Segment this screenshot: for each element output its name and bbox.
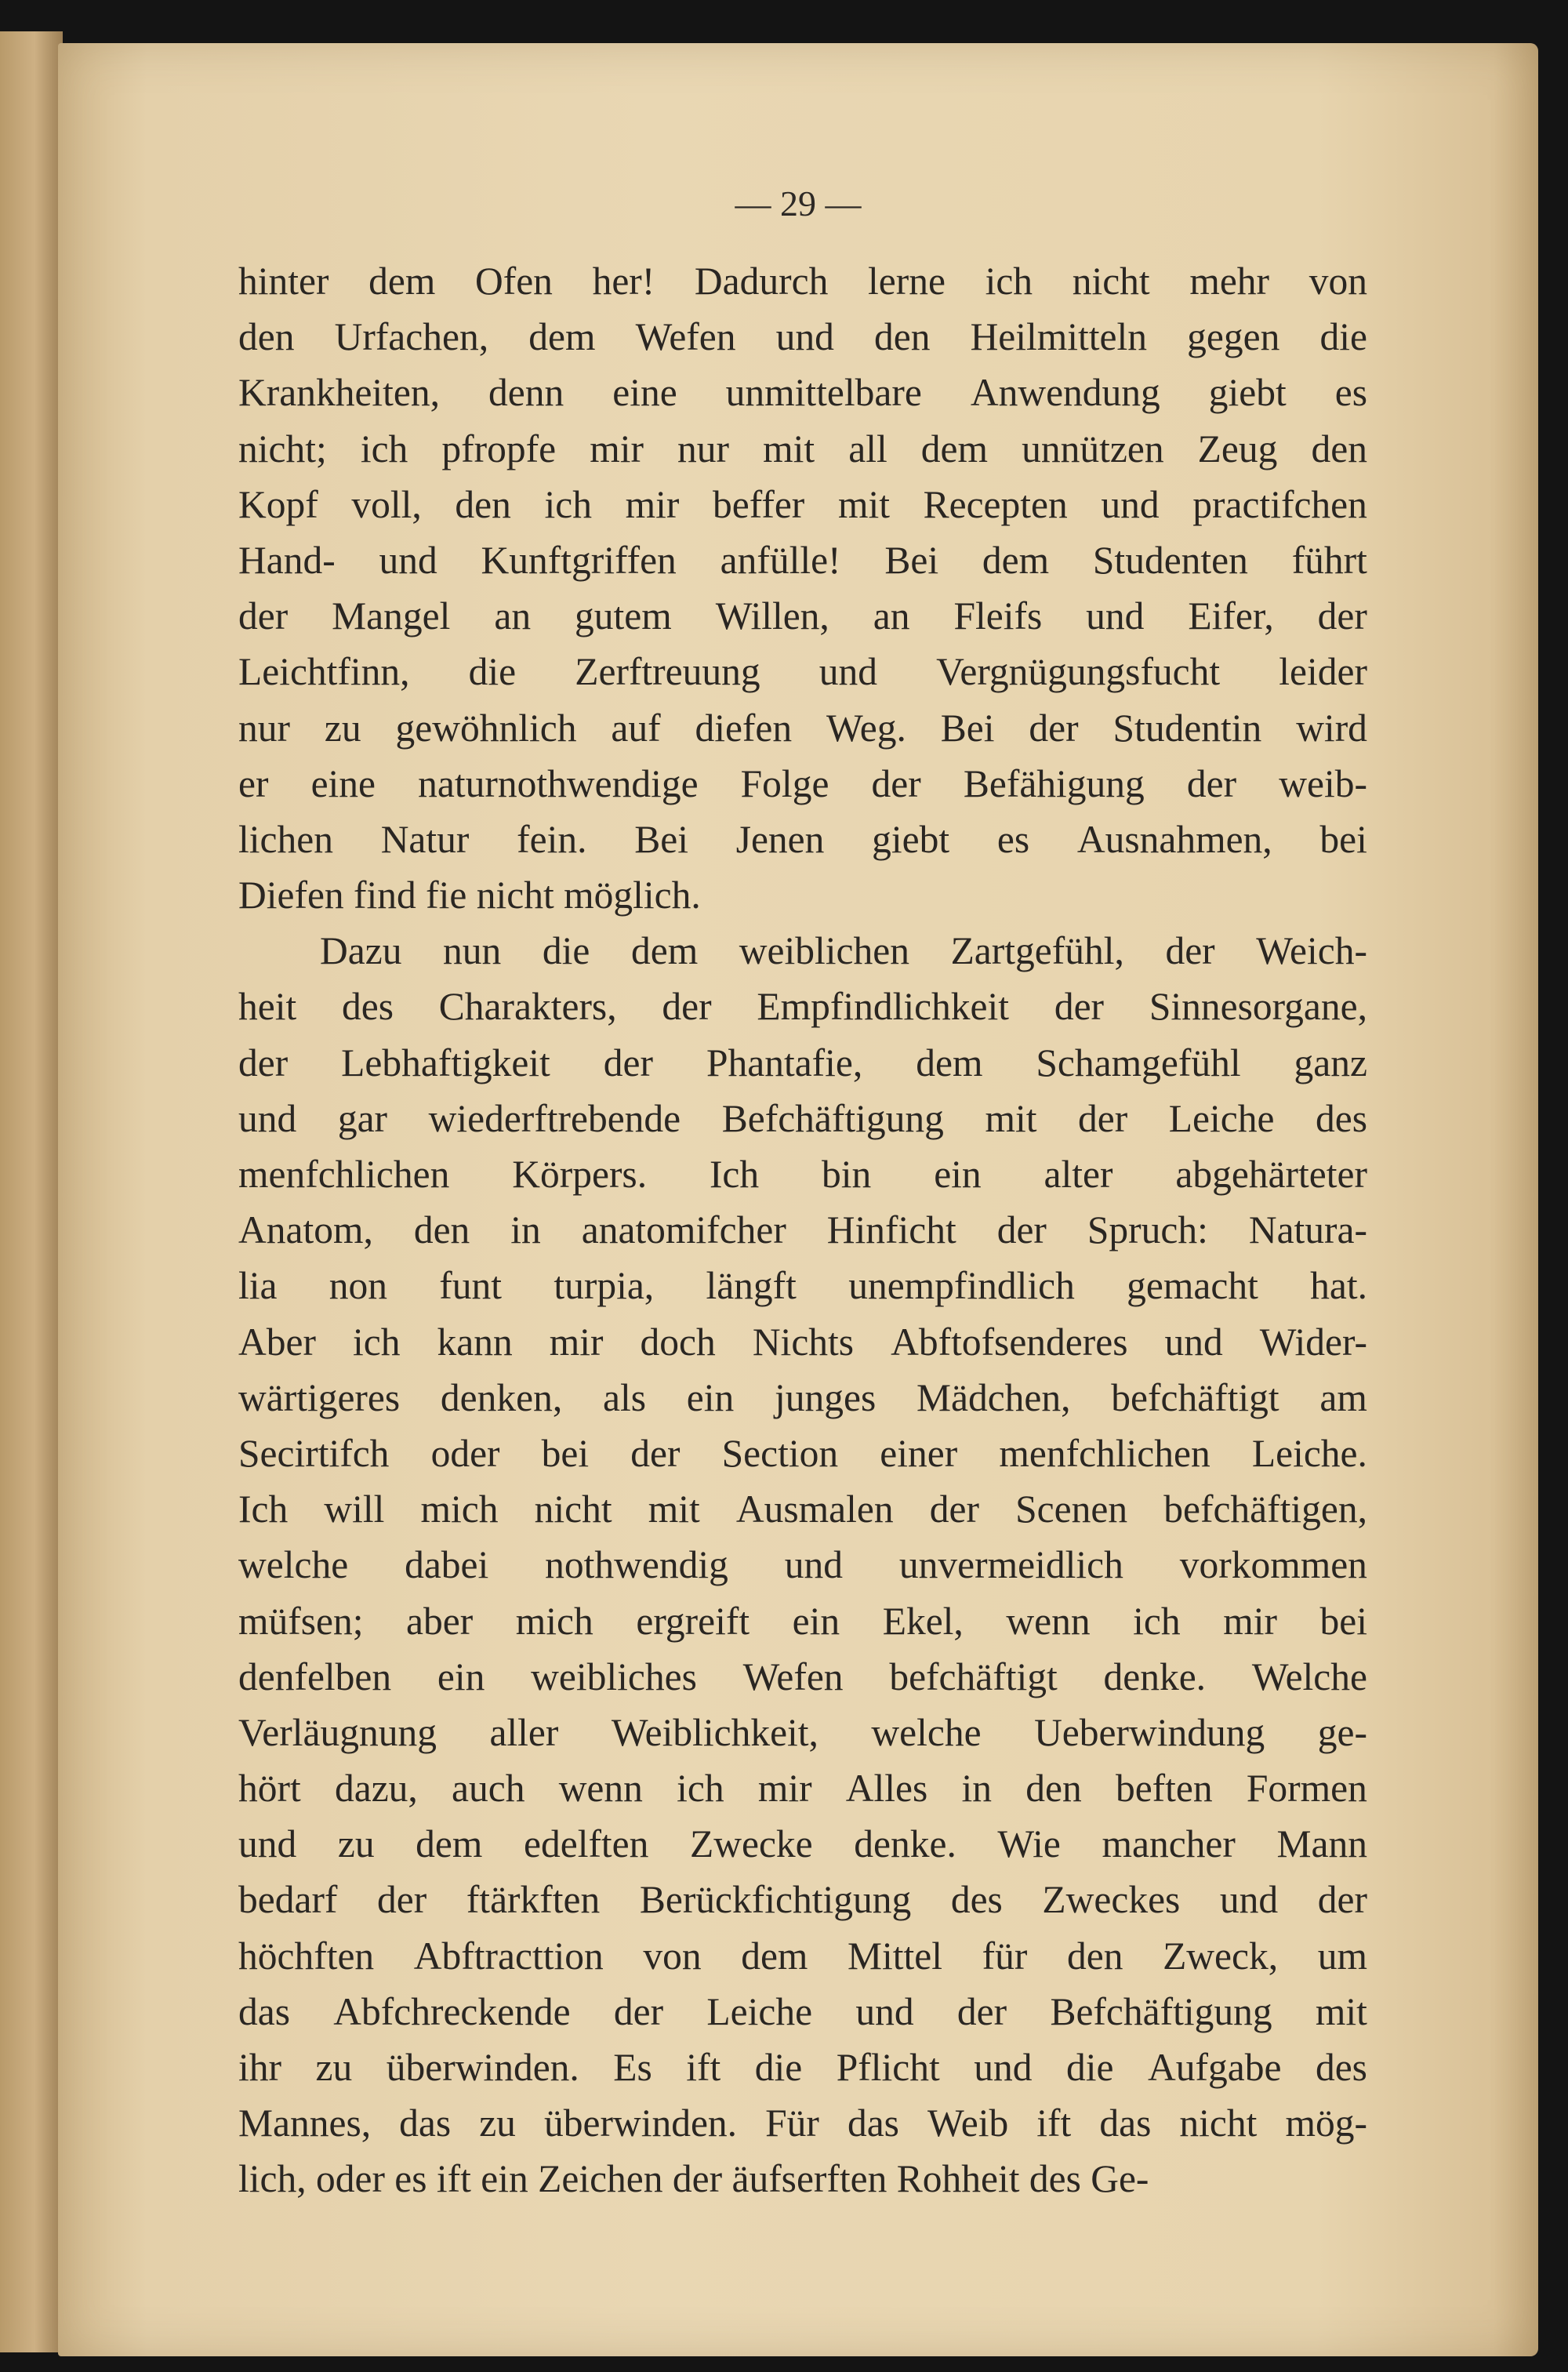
book-page: [58, 43, 1538, 2356]
text-line: denfelben ein weibliches Wefen befchäftigt denke. Welche: [238, 1655, 1367, 1698]
text-line: Mannes, das zu überwinden. Für das Weib ift das nicht mög-: [238, 2101, 1367, 2145]
previous-page-edge: [0, 31, 63, 2352]
text-line: welche dabei nothwendig und unvermeidlich vorkommen: [238, 1543, 1367, 1587]
text-line: das Abfchreckende der Leiche und der Befchäftigung mit: [238, 1989, 1367, 2033]
text-line: Dazu nun die dem weiblichen Zartgefühl, der Weich-: [320, 929, 1367, 973]
text-line: Ich will mich nicht mit Ausmalen der Scenen befchäftigen,: [238, 1487, 1367, 1531]
text-line: höchften Abftracttion von dem Mittel für den Zweck, um: [238, 1934, 1367, 1978]
text-line: Diefen find fie nicht möglich.: [238, 874, 701, 917]
text-line: Krankheiten, denn eine unmittelbare Anwendung giebt es: [238, 371, 1367, 415]
text-line: Anatom, den in anatomifcher Hinficht der Spruch: Natura-: [238, 1208, 1367, 1252]
text-line: den Urfachen, dem Wefen und den Heilmitteln gegen die: [238, 315, 1367, 359]
body-text: [238, 253, 1367, 2207]
text-line: bedarf der ftärkften Berückfichtigung des Zweckes und der: [238, 1878, 1367, 1922]
text-line: lich, oder es ift ein Zeichen der äufserften Rohheit des Ge-: [238, 2157, 1149, 2201]
text-line: wärtigeres denken, als ein junges Mädchen, befchäftigt am: [238, 1375, 1367, 1419]
text-line: Hand- und Kunftgriffen anfülle! Bei dem Studenten führt: [238, 538, 1367, 582]
text-line: hinter dem Ofen her! Dadurch lerne ich nicht mehr von: [238, 260, 1367, 303]
text-line: nur zu gewöhnlich auf diefen Weg. Bei der Studentin wird: [238, 706, 1367, 750]
text-line: Aber ich kann mir doch Nichts Abftofsenderes und Wider-: [238, 1320, 1367, 1364]
text-line: nicht; ich pfropfe mir nur mit all dem unnützen Zeug den: [238, 427, 1367, 470]
text-line: und gar wiederftrebende Befchäftigung mit der Leiche des: [238, 1096, 1367, 1140]
text-line: lia non funt turpia, längft unempfindlich gemacht hat.: [238, 1264, 1367, 1308]
text-line: Kopf voll, den ich mir beffer mit Recepten und practifchen: [238, 482, 1367, 526]
text-line: müfsen; aber mich ergreift ein Ekel, wenn ich mir bei: [238, 1599, 1367, 1643]
text-line: ihr zu überwinden. Es ift die Pflicht und die Aufgabe des: [238, 2046, 1367, 2089]
text-line: Leichtfinn, die Zerftreuung und Vergnügungsfucht leider: [238, 650, 1367, 694]
page-number: — 29 —: [735, 183, 862, 223]
text-line: hört dazu, auch wenn ich mir Alles in den beften Formen: [238, 1767, 1367, 1811]
text-line: und zu dem edelften Zwecke denke. Wie mancher Mann: [238, 1822, 1367, 1866]
text-line: heit des Charakters, der Empfindlichkeit der Sinnesorgane,: [238, 985, 1367, 1029]
text-line: er eine naturnothwendige Folge der Befähigung der weib-: [238, 761, 1367, 805]
text-line: menfchlichen Körpers. Ich bin ein alter abgehärteter: [238, 1153, 1367, 1196]
text-line: Verläugnung aller Weiblichkeit, welche Ueberwindung ge-: [238, 1710, 1367, 1754]
text-line: der Lebhaftigkeit der Phantafie, dem Schamgefühl ganz: [238, 1041, 1367, 1084]
text-line: Secirtifch oder bei der Section einer menfchlichen Leiche.: [238, 1431, 1367, 1475]
text-line: der Mangel an gutem Willen, an Fleifs und Eifer, der: [238, 594, 1367, 638]
text-line: lichen Natur fein. Bei Jenen giebt es Ausnahmen, bei: [238, 817, 1367, 861]
